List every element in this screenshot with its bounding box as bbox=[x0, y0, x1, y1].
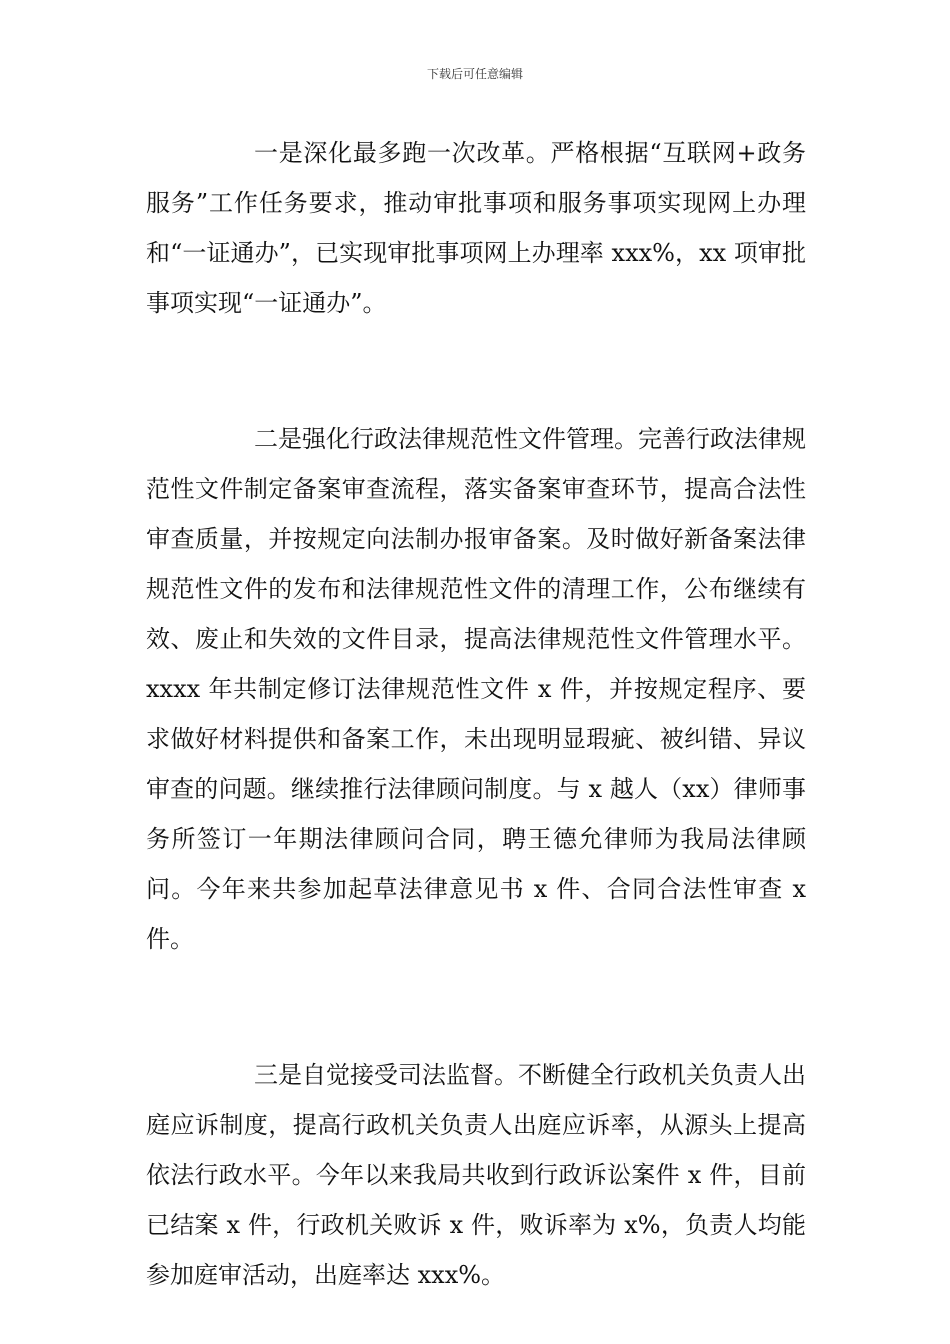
page-header: 下载后可任意编辑 bbox=[426, 67, 523, 81]
paragraph-reform: 一是深化最多跑一次改革。严格根据“互联网+政务服务”工作任务要求，推动审批事项和服务事项实现网上办理和“一证通办”，已实现审批事项网上办理率 xxx%，xx 项审批事项实现“一证通办”。 bbox=[146, 139, 806, 317]
document-body bbox=[146, 128, 806, 1300]
paragraph-judicial-supervision: 三是自觉接受司法监督。不断健全行政机关负责人出庭应诉制度，提高行政机关负责人出庭应诉率，从源头上提高依法行政水平。今年以来我局共收到行政诉讼案件 x 件，目前已结案 x 件，行政机关败诉 x 件，败诉率为 x%，负责人均能参加庭审活动，出庭率达 xxx%。 bbox=[146, 1061, 806, 1289]
paragraph-normative-documents: 二是强化行政法律规范性文件管理。完善行政法律规范性文件制定备案审查流程，落实备案审查环节，提高合法性审查质量，并按规定向法制办报审备案。及时做好新备案法律规范性文件的发布和法律规范性文件的清理工作，公布继续有效、废止和失效的文件目录，提高法律规范性文件管理水平。xxxx 年共制定修订法律规范性文件 x 件，并按规定程序、要求做好材料提供和备案工作，未出现明显瑕疵、被纠错、异议审查的问题。继续推行法律顾问制度。与 x 越人（xx）律师事务所签订一年期法律顾问合同，聘王德允律师为我局法律顾问。今年来共参加起草法律意见书 x 件、合同合法性审查 x 件。 bbox=[146, 425, 806, 953]
